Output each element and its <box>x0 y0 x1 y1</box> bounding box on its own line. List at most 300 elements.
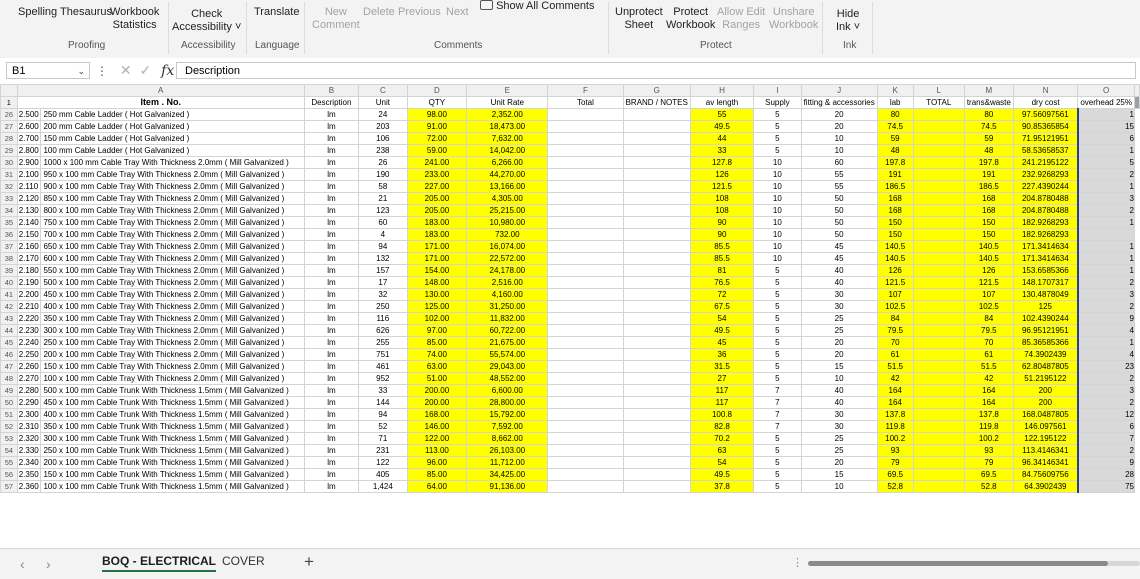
brand-notes-cell[interactable] <box>548 289 623 301</box>
description-cell[interactable]: 350 x 100 mm Cable Tray With Thickness 2.0mm ( Mill Galvanized ) <box>41 313 304 325</box>
av-length-cell[interactable] <box>623 373 690 385</box>
unit-rate-cell[interactable]: 122.00 <box>407 433 467 445</box>
row-header[interactable]: 49 <box>1 385 18 397</box>
brand-notes-cell[interactable] <box>548 481 623 493</box>
lab-cell[interactable]: 40 <box>801 397 877 409</box>
fitting-cell[interactable]: 7 <box>754 385 801 397</box>
av-length-cell[interactable] <box>623 349 690 361</box>
lab-cell[interactable]: 10 <box>801 373 877 385</box>
description-cell[interactable]: 200 x 100 mm Cable Tray With Thickness 2.0mm ( Mill Galvanized ) <box>41 349 304 361</box>
header-cell[interactable]: av length <box>690 97 753 109</box>
unit-rate-cell[interactable]: 171.00 <box>407 241 467 253</box>
av-length-cell[interactable] <box>623 289 690 301</box>
header-cell[interactable]: Unit Rate <box>467 97 548 109</box>
fitting-cell[interactable]: 5 <box>754 469 801 481</box>
item-no-cell[interactable]: 2.270 <box>17 373 41 385</box>
lab-cell[interactable]: 20 <box>801 109 877 121</box>
header-cell[interactable]: fitting & accessories <box>801 97 877 109</box>
lab-cell[interactable]: 10 <box>801 481 877 493</box>
total-cell[interactable]: 6,600.00 <box>467 385 548 397</box>
item-no-cell[interactable]: 2.250 <box>17 349 41 361</box>
total-cell[interactable]: 29,043.00 <box>467 361 548 373</box>
description-cell[interactable]: 500 x 100 mm Cable Tray With Thickness 2.0mm ( Mill Galvanized ) <box>41 277 304 289</box>
fitting-cell[interactable]: 5 <box>754 301 801 313</box>
fitting-cell[interactable]: 10 <box>754 253 801 265</box>
unit-rate-cell[interactable]: 113.00 <box>407 445 467 457</box>
dry-cost-cell[interactable]: 140.5 <box>964 241 1013 253</box>
total-cell[interactable]: 2,352.00 <box>467 109 548 121</box>
dry-cost-cell[interactable]: 197.8 <box>964 157 1013 169</box>
unit-cell[interactable]: lm <box>304 229 358 241</box>
item-no-cell[interactable]: 2.320 <box>17 433 41 445</box>
brand-notes-cell[interactable] <box>548 445 623 457</box>
row-total-cell[interactable]: 70 <box>877 337 913 349</box>
overhead-cell[interactable]: 71.95121951 <box>1013 133 1077 145</box>
row-header[interactable]: 36 <box>1 229 18 241</box>
unit-rate-cell[interactable]: 171.00 <box>407 253 467 265</box>
brand-notes-cell[interactable] <box>548 253 623 265</box>
header-cell[interactable]: overhead 25% <box>1078 97 1135 109</box>
total-cell[interactable]: 31,250.00 <box>467 301 548 313</box>
partial-column-cell[interactable]: 6 <box>1078 421 1135 433</box>
row-total-cell[interactable]: 59 <box>877 133 913 145</box>
av-length-cell[interactable] <box>623 325 690 337</box>
description-cell[interactable]: 500 x 100 mm Cable Trunk With Thickness 1.5mm ( Mill Galvanized ) <box>41 385 304 397</box>
partial-column-cell[interactable]: 9 <box>1078 457 1135 469</box>
total-cell[interactable]: 4,305.00 <box>467 193 548 205</box>
supply-cell[interactable]: 33 <box>690 145 753 157</box>
unit-rate-cell[interactable]: 130.00 <box>407 289 467 301</box>
row-total-cell[interactable]: 164 <box>877 385 913 397</box>
row-total-cell[interactable]: 69.5 <box>877 469 913 481</box>
fitting-cell[interactable]: 5 <box>754 457 801 469</box>
supply-cell[interactable]: 72 <box>690 289 753 301</box>
column-header-j[interactable]: J <box>801 85 877 97</box>
dry-cost-cell[interactable]: 59 <box>964 133 1013 145</box>
partial-column-cell[interactable]: 75 <box>1078 481 1135 493</box>
trans-waste-cell[interactable] <box>913 397 964 409</box>
brand-notes-cell[interactable] <box>548 205 623 217</box>
row-total-cell[interactable]: 80 <box>877 109 913 121</box>
av-length-cell[interactable] <box>623 205 690 217</box>
lab-cell[interactable]: 45 <box>801 253 877 265</box>
item-no-cell[interactable]: 2.120 <box>17 193 41 205</box>
av-length-cell[interactable] <box>623 229 690 241</box>
qty-cell[interactable]: 231 <box>359 445 407 457</box>
trans-waste-cell[interactable] <box>913 265 964 277</box>
qty-cell[interactable]: 52 <box>359 421 407 433</box>
trans-waste-cell[interactable] <box>913 313 964 325</box>
item-no-cell[interactable]: 2.800 <box>17 145 41 157</box>
trans-waste-cell[interactable] <box>913 409 964 421</box>
row-header[interactable]: 34 <box>1 205 18 217</box>
row-header[interactable]: 57 <box>1 481 18 493</box>
trans-waste-cell[interactable] <box>913 145 964 157</box>
item-no-cell[interactable]: 2.180 <box>17 265 41 277</box>
total-cell[interactable]: 60,722.00 <box>467 325 548 337</box>
trans-waste-cell[interactable] <box>913 361 964 373</box>
description-cell[interactable]: 100 x 100 mm Cable Trunk With Thickness 1.5mm ( Mill Galvanized ) <box>41 481 304 493</box>
brand-notes-cell[interactable] <box>548 337 623 349</box>
row-header[interactable]: 30 <box>1 157 18 169</box>
more-options-icon[interactable]: ⋮ <box>96 64 108 78</box>
brand-notes-cell[interactable] <box>548 361 623 373</box>
av-length-cell[interactable] <box>623 481 690 493</box>
item-no-cell[interactable]: 2.140 <box>17 217 41 229</box>
av-length-cell[interactable] <box>623 409 690 421</box>
overhead-cell[interactable]: 204.8780488 <box>1013 205 1077 217</box>
description-cell[interactable]: 200 x 100 mm Cable Trunk With Thickness 1.5mm ( Mill Galvanized ) <box>41 457 304 469</box>
item-no-cell[interactable]: 2.900 <box>17 157 41 169</box>
row-header[interactable]: 40 <box>1 277 18 289</box>
dry-cost-cell[interactable]: 93 <box>964 445 1013 457</box>
row-header[interactable]: 35 <box>1 217 18 229</box>
qty-cell[interactable]: 33 <box>359 385 407 397</box>
total-cell[interactable]: 15,792.00 <box>467 409 548 421</box>
qty-cell[interactable]: 238 <box>359 145 407 157</box>
enter-icon[interactable]: ✓ <box>139 62 152 78</box>
av-length-cell[interactable] <box>623 241 690 253</box>
overhead-cell[interactable]: 146.097561 <box>1013 421 1077 433</box>
unit-rate-cell[interactable]: 183.00 <box>407 217 467 229</box>
total-cell[interactable]: 34,425.00 <box>467 469 548 481</box>
lab-cell[interactable]: 40 <box>801 385 877 397</box>
dry-cost-cell[interactable]: 79 <box>964 457 1013 469</box>
unit-cell[interactable]: lm <box>304 433 358 445</box>
total-cell[interactable]: 21,675.00 <box>467 337 548 349</box>
partial-column-cell[interactable]: 4 <box>1078 349 1135 361</box>
trans-waste-cell[interactable] <box>913 193 964 205</box>
partial-column-cell[interactable]: 12 <box>1078 409 1135 421</box>
row-header[interactable]: 27 <box>1 121 18 133</box>
unit-cell[interactable]: lm <box>304 253 358 265</box>
add-sheet-button[interactable]: + <box>304 552 314 571</box>
header-cell[interactable]: lab <box>877 97 913 109</box>
item-no-cell[interactable]: 2.190 <box>17 277 41 289</box>
horizontal-scrollbar[interactable] <box>808 561 1140 566</box>
item-no-cell[interactable]: 2.130 <box>17 205 41 217</box>
fitting-cell[interactable]: 5 <box>754 373 801 385</box>
lab-cell[interactable]: 50 <box>801 229 877 241</box>
row-total-cell[interactable]: 140.5 <box>877 253 913 265</box>
partial-column-cell[interactable]: 2 <box>1078 169 1135 181</box>
av-length-cell[interactable] <box>623 313 690 325</box>
fitting-cell[interactable]: 5 <box>754 289 801 301</box>
trans-waste-cell[interactable] <box>913 157 964 169</box>
description-cell[interactable]: 250 x 100 mm Cable Trunk With Thickness 1.5mm ( Mill Galvanized ) <box>41 445 304 457</box>
partial-column-cell[interactable]: 2 <box>1078 373 1135 385</box>
supply-cell[interactable]: 127.8 <box>690 157 753 169</box>
unit-rate-cell[interactable]: 96.00 <box>407 457 467 469</box>
qty-cell[interactable]: 106 <box>359 133 407 145</box>
brand-notes-cell[interactable] <box>548 241 623 253</box>
lab-cell[interactable]: 30 <box>801 289 877 301</box>
select-all-corner[interactable] <box>1 85 18 97</box>
qty-cell[interactable]: 71 <box>359 433 407 445</box>
dry-cost-cell[interactable]: 119.8 <box>964 421 1013 433</box>
supply-cell[interactable]: 76.5 <box>690 277 753 289</box>
lab-cell[interactable]: 50 <box>801 217 877 229</box>
row-header[interactable]: 44 <box>1 325 18 337</box>
unit-rate-cell[interactable]: 168.00 <box>407 409 467 421</box>
supply-cell[interactable]: 49.5 <box>690 325 753 337</box>
overhead-cell[interactable]: 171.3414634 <box>1013 241 1077 253</box>
row-header[interactable]: 38 <box>1 253 18 265</box>
partial-column-cell[interactable]: 3 <box>1078 193 1135 205</box>
description-cell[interactable]: 350 x 100 mm Cable Trunk With Thickness 1.5mm ( Mill Galvanized ) <box>41 421 304 433</box>
total-cell[interactable]: 24,178.00 <box>467 265 548 277</box>
unit-cell[interactable]: lm <box>304 409 358 421</box>
partial-column-cell[interactable]: 28 <box>1078 469 1135 481</box>
dry-cost-cell[interactable]: 164 <box>964 397 1013 409</box>
description-cell[interactable]: 250 mm Cable Ladder ( Hot Galvanized ) <box>41 109 304 121</box>
qty-cell[interactable]: 116 <box>359 313 407 325</box>
description-cell[interactable]: 150 x 100 mm Cable Trunk With Thickness 1.5mm ( Mill Galvanized ) <box>41 469 304 481</box>
row-total-cell[interactable]: 84 <box>877 313 913 325</box>
item-no-cell[interactable]: 2.210 <box>17 301 41 313</box>
total-cell[interactable]: 4,160.00 <box>467 289 548 301</box>
row-total-cell[interactable]: 79 <box>877 457 913 469</box>
unit-rate-cell[interactable]: 125.00 <box>407 301 467 313</box>
brand-notes-cell[interactable] <box>548 313 623 325</box>
overhead-cell[interactable]: 204.8780488 <box>1013 193 1077 205</box>
dry-cost-cell[interactable]: 51.5 <box>964 361 1013 373</box>
brand-notes-cell[interactable] <box>548 457 623 469</box>
trans-waste-cell[interactable] <box>913 289 964 301</box>
item-no-cell[interactable]: 2.300 <box>17 409 41 421</box>
fitting-cell[interactable]: 5 <box>754 277 801 289</box>
overhead-cell[interactable]: 182.9268293 <box>1013 217 1077 229</box>
total-cell[interactable]: 18,473.00 <box>467 121 548 133</box>
dry-cost-cell[interactable]: 79.5 <box>964 325 1013 337</box>
qty-cell[interactable]: 203 <box>359 121 407 133</box>
dry-cost-cell[interactable]: 164 <box>964 385 1013 397</box>
supply-cell[interactable]: 108 <box>690 193 753 205</box>
trans-waste-cell[interactable] <box>913 169 964 181</box>
lab-cell[interactable]: 20 <box>801 121 877 133</box>
av-length-cell[interactable] <box>623 469 690 481</box>
trans-waste-cell[interactable] <box>913 229 964 241</box>
qty-cell[interactable]: 4 <box>359 229 407 241</box>
unit-rate-cell[interactable]: 59.00 <box>407 145 467 157</box>
av-length-cell[interactable] <box>623 169 690 181</box>
unit-rate-cell[interactable]: 91.00 <box>407 121 467 133</box>
total-cell[interactable]: 22,572.00 <box>467 253 548 265</box>
partial-column-cell[interactable]: 7 <box>1078 433 1135 445</box>
overhead-cell[interactable]: 90.85365854 <box>1013 121 1077 133</box>
unit-cell[interactable]: lm <box>304 421 358 433</box>
row-header[interactable]: 56 <box>1 469 18 481</box>
overhead-cell[interactable]: 62.80487805 <box>1013 361 1077 373</box>
trans-waste-cell[interactable] <box>913 217 964 229</box>
fitting-cell[interactable]: 5 <box>754 337 801 349</box>
fitting-cell[interactable]: 5 <box>754 133 801 145</box>
row-header[interactable]: 29 <box>1 145 18 157</box>
fitting-cell[interactable]: 7 <box>754 397 801 409</box>
trans-waste-cell[interactable] <box>913 301 964 313</box>
unit-rate-cell[interactable]: 241.00 <box>407 157 467 169</box>
unit-cell[interactable]: lm <box>304 481 358 493</box>
supply-cell[interactable]: 54 <box>690 313 753 325</box>
supply-cell[interactable]: 63 <box>690 445 753 457</box>
column-header-h[interactable]: H <box>690 85 753 97</box>
overhead-cell[interactable]: 84.75609756 <box>1013 469 1077 481</box>
description-cell[interactable]: 750 x 100 mm Cable Tray With Thickness 2.0mm ( Mill Galvanized ) <box>41 217 304 229</box>
qty-cell[interactable]: 144 <box>359 397 407 409</box>
trans-waste-cell[interactable] <box>913 121 964 133</box>
dry-cost-cell[interactable]: 126 <box>964 265 1013 277</box>
unit-cell[interactable]: lm <box>304 349 358 361</box>
column-header-g[interactable]: G <box>623 85 690 97</box>
lab-cell[interactable]: 30 <box>801 421 877 433</box>
overhead-cell[interactable]: 74.3902439 <box>1013 349 1077 361</box>
total-cell[interactable]: 26,103.00 <box>467 445 548 457</box>
partial-column-cell[interactable]: 1 <box>1078 337 1135 349</box>
av-length-cell[interactable] <box>623 433 690 445</box>
description-cell[interactable]: 300 x 100 mm Cable Trunk With Thickness 1.5mm ( Mill Galvanized ) <box>41 433 304 445</box>
supply-cell[interactable]: 67.5 <box>690 301 753 313</box>
brand-notes-cell[interactable] <box>548 409 623 421</box>
previous-comment-button[interactable]: Previous <box>398 6 441 18</box>
trans-waste-cell[interactable] <box>913 337 964 349</box>
trans-waste-cell[interactable] <box>913 445 964 457</box>
unit-rate-cell[interactable]: 51.00 <box>407 373 467 385</box>
column-header-l[interactable]: L <box>913 85 964 97</box>
unit-cell[interactable]: lm <box>304 325 358 337</box>
brand-notes-cell[interactable] <box>548 109 623 121</box>
description-cell[interactable]: 950 x 100 mm Cable Tray With Thickness 2.0mm ( Mill Galvanized ) <box>41 169 304 181</box>
row-header[interactable]: 45 <box>1 337 18 349</box>
trans-waste-cell[interactable] <box>913 181 964 193</box>
row-header[interactable]: 32 <box>1 181 18 193</box>
dry-cost-cell[interactable]: 70 <box>964 337 1013 349</box>
dry-cost-cell[interactable]: 80 <box>964 109 1013 121</box>
lab-cell[interactable]: 15 <box>801 469 877 481</box>
unit-cell[interactable]: lm <box>304 193 358 205</box>
description-cell[interactable]: 150 x 100 mm Cable Tray With Thickness 2.0mm ( Mill Galvanized ) <box>41 361 304 373</box>
fitting-cell[interactable]: 5 <box>754 121 801 133</box>
av-length-cell[interactable] <box>623 121 690 133</box>
overhead-cell[interactable]: 102.4390244 <box>1013 313 1077 325</box>
trans-waste-cell[interactable] <box>913 373 964 385</box>
column-header-k[interactable]: K <box>877 85 913 97</box>
lab-cell[interactable]: 50 <box>801 205 877 217</box>
row-total-cell[interactable]: 168 <box>877 205 913 217</box>
dry-cost-cell[interactable]: 61 <box>964 349 1013 361</box>
item-no-cell[interactable]: 2.150 <box>17 229 41 241</box>
header-cell[interactable]: TOTAL <box>913 97 964 109</box>
column-header-i[interactable]: I <box>754 85 801 97</box>
unit-cell[interactable]: lm <box>304 133 358 145</box>
av-length-cell[interactable] <box>623 193 690 205</box>
item-no-cell[interactable]: 2.280 <box>17 385 41 397</box>
qty-cell[interactable]: 751 <box>359 349 407 361</box>
brand-notes-cell[interactable] <box>548 145 623 157</box>
overhead-cell[interactable]: 168.0487805 <box>1013 409 1077 421</box>
next-comment-button[interactable]: Next <box>446 6 469 18</box>
dry-cost-cell[interactable]: 69.5 <box>964 469 1013 481</box>
description-cell[interactable]: 800 x 100 mm Cable Tray With Thickness 2.0mm ( Mill Galvanized ) <box>41 205 304 217</box>
dry-cost-cell[interactable]: 137.8 <box>964 409 1013 421</box>
name-box[interactable] <box>6 62 90 79</box>
partial-column-cell[interactable]: 2 <box>1078 205 1135 217</box>
total-cell[interactable]: 6,266.00 <box>467 157 548 169</box>
unit-rate-cell[interactable]: 74.00 <box>407 349 467 361</box>
partial-column-cell[interactable]: 23 <box>1078 361 1135 373</box>
supply-cell[interactable]: 54 <box>690 457 753 469</box>
fitting-cell[interactable]: 7 <box>754 421 801 433</box>
unit-rate-cell[interactable]: 154.00 <box>407 265 467 277</box>
partial-column-cell[interactable]: 2 <box>1078 277 1135 289</box>
partial-column-cell[interactable]: 1 <box>1078 181 1135 193</box>
partial-column-cell[interactable]: 1 <box>1078 109 1135 121</box>
lab-cell[interactable]: 10 <box>801 133 877 145</box>
column-header-partial[interactable] <box>1135 85 1140 97</box>
row-header[interactable]: 26 <box>1 109 18 121</box>
brand-notes-cell[interactable] <box>548 373 623 385</box>
row-total-cell[interactable]: 102.5 <box>877 301 913 313</box>
qty-cell[interactable]: 461 <box>359 361 407 373</box>
description-cell[interactable]: 850 x 100 mm Cable Tray With Thickness 2.0mm ( Mill Galvanized ) <box>41 193 304 205</box>
trans-waste-cell[interactable] <box>913 433 964 445</box>
qty-cell[interactable]: 1,424 <box>359 481 407 493</box>
supply-cell[interactable]: 45 <box>690 337 753 349</box>
partial-column-cell[interactable]: 4 <box>1078 325 1135 337</box>
fitting-cell[interactable]: 10 <box>754 169 801 181</box>
qty-cell[interactable]: 60 <box>359 217 407 229</box>
overhead-cell[interactable]: 171.3414634 <box>1013 253 1077 265</box>
row-header[interactable]: 54 <box>1 445 18 457</box>
trans-waste-cell[interactable] <box>913 421 964 433</box>
overhead-cell[interactable]: 96.34146341 <box>1013 457 1077 469</box>
overhead-cell[interactable]: 125 <box>1013 301 1077 313</box>
protect-workbook-button[interactable] <box>666 6 715 32</box>
av-length-cell[interactable] <box>623 157 690 169</box>
row-total-cell[interactable]: 93 <box>877 445 913 457</box>
item-no-cell[interactable]: 2.290 <box>17 397 41 409</box>
trans-waste-cell[interactable] <box>913 325 964 337</box>
unit-rate-cell[interactable]: 233.00 <box>407 169 467 181</box>
overhead-cell[interactable]: 58.53658537 <box>1013 145 1077 157</box>
description-cell[interactable]: 600 x 100 mm Cable Tray With Thickness 2.0mm ( Mill Galvanized ) <box>41 253 304 265</box>
header-cell[interactable]: dry cost <box>1013 97 1077 109</box>
dry-cost-cell[interactable]: 107 <box>964 289 1013 301</box>
lab-cell[interactable]: 50 <box>801 193 877 205</box>
av-length-cell[interactable] <box>623 301 690 313</box>
row-header[interactable]: 41 <box>1 289 18 301</box>
unit-cell[interactable]: lm <box>304 385 358 397</box>
supply-cell[interactable]: 126 <box>690 169 753 181</box>
av-length-cell[interactable] <box>623 265 690 277</box>
overhead-cell[interactable]: 241.2195122 <box>1013 157 1077 169</box>
description-cell[interactable]: 250 x 100 mm Cable Tray With Thickness 2.0mm ( Mill Galvanized ) <box>41 337 304 349</box>
av-length-cell[interactable] <box>623 337 690 349</box>
description-cell[interactable]: 1000 x 100 mm Cable Tray With Thickness 2.0mm ( Mill Galvanized ) <box>41 157 304 169</box>
row-header[interactable]: 53 <box>1 433 18 445</box>
unit-cell[interactable]: lm <box>304 313 358 325</box>
description-cell[interactable]: 100 x 100 mm Cable Tray With Thickness 2.0mm ( Mill Galvanized ) <box>41 373 304 385</box>
av-length-cell[interactable] <box>623 445 690 457</box>
chevron-left-icon[interactable]: ‹ <box>20 556 25 572</box>
workbook-statistics-button[interactable] <box>110 6 159 32</box>
unit-rate-cell[interactable]: 85.00 <box>407 469 467 481</box>
av-length-cell[interactable] <box>623 421 690 433</box>
item-no-cell[interactable]: 2.350 <box>17 469 41 481</box>
total-cell[interactable]: 2,516.00 <box>467 277 548 289</box>
overhead-cell[interactable]: 232.9268293 <box>1013 169 1077 181</box>
new-comment-button[interactable] <box>312 6 360 32</box>
unit-rate-cell[interactable]: 183.00 <box>407 229 467 241</box>
